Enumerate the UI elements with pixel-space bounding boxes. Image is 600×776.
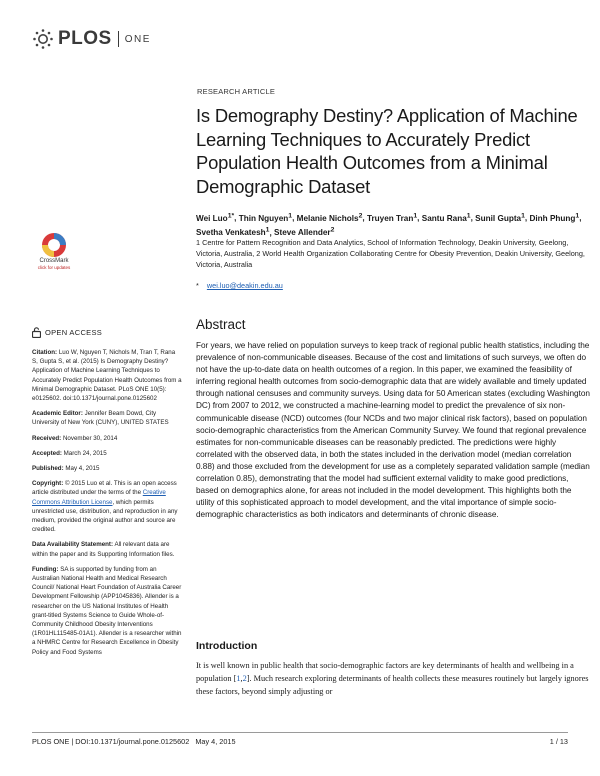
received-date: Received: November 30, 2014 [32,434,118,442]
abstract-text: For years, we have relied on population surveys to keep track of regional public health statistics, including the prevalence of non-communicable diseases. Because of the cost and limitations of such surveys, we often do not have the up-to-date data on health outcomes of a region. In this paper, we examined the feasibility of inferring regional health outcomes from socio-demographic data that are widely available and timely updated through national censuses and community surveys. Using data for 50 American states (excluding Washington DC) from 2007 to 2012, we constructed a machine-learning model to predict the prevalence of six non-communicable disease (NCD) outcomes (four NCDs and two major clinical risk factors), based on population socio-demographic characteristics from the American Community Survey. We found that regional prevalence estimates for non-communicable diseases can be reasonably predicted. The predictions were highly correlated with the observed data, in both the states included in the derivation model (median correlation 0.88) and those excluded from the development for use as a completely separated validation sample (median correlation 0.85), demonstrating that the model had sufficient external validity to make good predictions, based on demographics alone, for areas not included in the model development. This highlights both the utility of this sophisticated approach to model development, and the vital importance of simple socio-demographic characteristics as both indicators and determinants of chronic disease. [196,341,590,520]
crossmark-badge[interactable] [34,232,74,270]
author[interactable]: Truyen Tran$^1$ [366,212,418,223]
author[interactable]: Santu Rana$^1$ [421,212,471,223]
author[interactable]: Steve Allender$^2$ [274,226,335,238]
email-link[interactable]: wei.luo@deakin.edu.au [206,281,283,290]
copyright: Copyright: © 2015 Luo et al. This is an open access article distributed under the terms of the Creative Commons Attribution License, which permits unrestricted use, distribution, and reproduction in any medium, provided the original author and source are credited. [32,480,178,534]
license-link[interactable]: Creative Commons Attribution License [32,489,166,506]
article-metadata-sidebar [32,348,182,663]
crossmark-icon [41,232,67,258]
crossmark-label: CrossMark [39,258,69,264]
logo-journal: ONE [124,33,151,45]
data-availability: Data Availability Statement: All relevant data are within the paper and its Supporting Information files. [32,541,175,558]
author-list: Wei Luo$^{1*}$, Thin Nguyen$^1$, Melanie Nichols$^2$, Truyen Tran$^1$, Santu Rana$^1$, Sunil Gupta$^1$, Dinh Phung$^1$, Svetha Venkatesh$^1$, Steve Allender$^2$ [196,212,582,238]
author[interactable]: Sunil Gupta$^1$ [475,212,525,223]
corresponding-email [196,281,283,290]
page-number: 1 / 13 [549,737,568,746]
reference-link[interactable]: 2 [242,674,247,684]
open-access-label: OPEN ACCESS [45,328,103,337]
plos-one-logo[interactable] [32,28,151,50]
open-lock-icon [32,327,41,338]
funding: Funding: SA is supported by funding from an Australian National Health and Medical Research Council/ National Heart Foundation of Australia Career Development Fellowship (APP1045836). Allender is a researcher on the US National Institutes of Health grant-titled Systems Science to Guide Whole-of-Community Childhood Obesity Interventions (1R01HL115485-01A1). Allender is a researcher within a NHMRC Centre for Research Excellence in Obesity Policy and Food Systems [32,565,182,656]
footer-divider [32,732,568,733]
plos-logo-icon [32,28,54,50]
author[interactable]: Svetha Venkatesh$^1$ [196,226,270,238]
author[interactable]: Dinh Phung$^1$ [529,212,580,223]
author[interactable]: Wei Luo$^{1*}$ [196,212,235,223]
accepted-date: Accepted: March 24, 2015 [32,449,107,457]
corresponding-marker: * [196,281,199,290]
author[interactable]: Melanie Nichols$^2$ [296,212,363,223]
crossmark-sublabel: click for updates [37,265,71,270]
published-date: Published: May 4, 2015 [32,465,100,473]
affiliations: 1 Centre for Pattern Recognition and Data Analytics, School of Information Technology, Deakin University, Geelong, Victoria, Australia, 2 World Health Organization Collaborating Centre for Obesity Prevention, Deakin University, Geelong, Victoria, Australia [196,238,585,269]
citation: Citation: Luo W, Nguyen T, Nichols M, Tran T, Rana S, Gupta S, et al. (2015) Is Demography Destiny? Application of Machine Learning Techniques to Accurately Predict Population Health Outcomes from a Minimal Demographic Dataset. PLoS ONE 10(5): e0125602. doi:10.1371/journal.pone.0125602 [32,349,182,403]
footer-citation: PLOS ONE | DOI:10.1371/journal.pone.0125602 May 4, 2015 [32,737,236,746]
logo-brand: PLOS [58,28,112,49]
article-title: Is Demography Destiny? Application of Machine Learning Techniques to Accurately Predict Population Health Outcomes from a Minimal Demographic Dataset [196,105,578,197]
reference-link[interactable]: 1 [236,674,241,684]
logo-separator [118,31,119,47]
introduction-text: It is well known in public health that socio-demographic factors are key determinants of health and wellbeing in a population [1,2]. Much research exploring determinants of health collects these measures routinely but largely ignores these factors, beyond simply adjusting or [196,661,589,697]
article-type: RESEARCH ARTICLE [197,87,276,96]
author[interactable]: Thin Nguyen$^1$ [238,212,293,223]
abstract-heading: Abstract [196,317,246,332]
open-access-badge [32,327,102,338]
introduction-heading: Introduction [196,640,258,652]
academic-editor: Academic Editor: Jennifer Beam Dowd, City University of New York (CUNY), UNITED STATES [32,410,169,427]
